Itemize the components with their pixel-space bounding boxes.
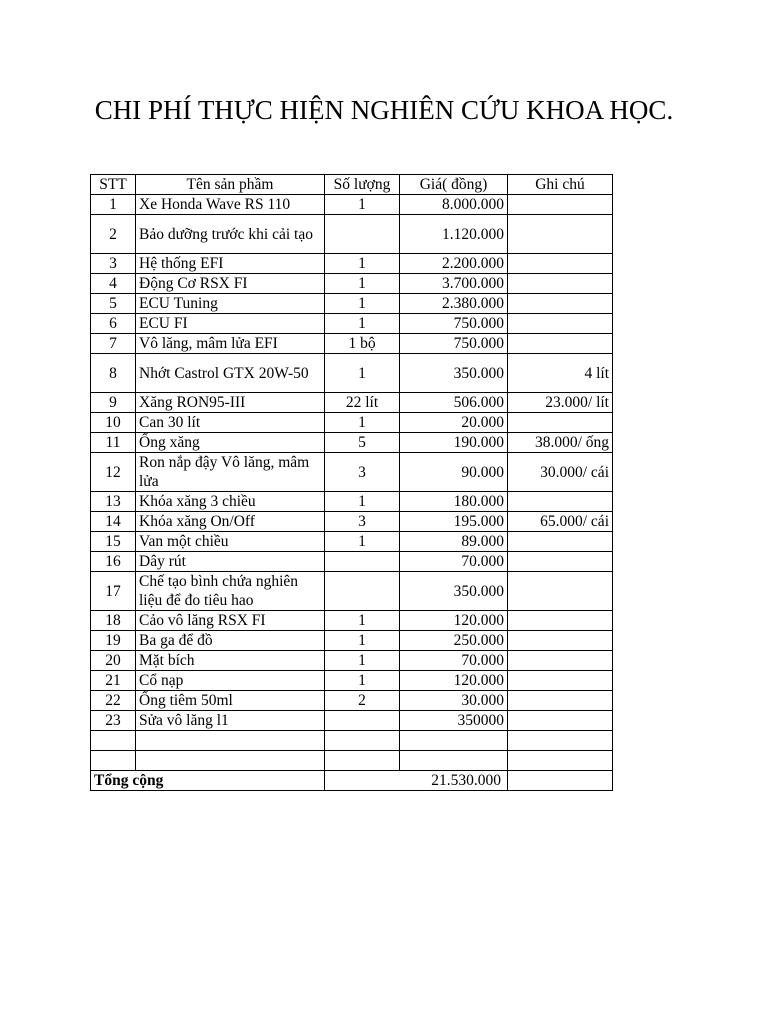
row-product-name: Bảo dưỡng trước khi cải tạo — [136, 215, 325, 254]
row-price: 195.000 — [400, 512, 508, 532]
row-note — [508, 691, 613, 711]
row-stt: 16 — [91, 552, 136, 572]
row-product-name: Ống tiêm 50ml — [136, 691, 325, 711]
empty-cell — [136, 751, 325, 771]
table-row — [91, 711, 613, 731]
row-stt: 3 — [91, 254, 136, 274]
row-quantity: 22 lít — [325, 393, 400, 413]
row-price: 750.000 — [400, 314, 508, 334]
row-note — [508, 274, 613, 294]
row-note — [508, 552, 613, 572]
row-product-name: Dây rút — [136, 552, 325, 572]
row-stt: 14 — [91, 512, 136, 532]
empty-cell — [136, 731, 325, 751]
row-note — [508, 572, 613, 611]
row-price: 506.000 — [400, 393, 508, 413]
table-row — [91, 393, 613, 413]
row-product-name: Ron nắp đậy Vô lăng, mâm lửa — [136, 453, 325, 492]
row-product-name: ECU Tuning — [136, 294, 325, 314]
table-row — [91, 572, 613, 611]
row-price: 89.000 — [400, 532, 508, 552]
header-stt: STT — [91, 175, 136, 195]
row-price: 350.000 — [400, 572, 508, 611]
row-note: 23.000/ lít — [508, 393, 613, 413]
row-note — [508, 492, 613, 512]
row-note — [508, 413, 613, 433]
empty-row — [91, 731, 613, 751]
table-row — [91, 512, 613, 532]
row-quantity: 1 — [325, 671, 400, 691]
row-product-name: Cổ nạp — [136, 671, 325, 691]
row-price: 190.000 — [400, 433, 508, 453]
row-stt: 13 — [91, 492, 136, 512]
page-title: CHI PHÍ THỰC HIỆN NGHIÊN CỨU KHOA HỌC. — [94, 95, 674, 125]
row-quantity: 1 — [325, 195, 400, 215]
row-stt: 2 — [91, 215, 136, 254]
row-quantity: 1 — [325, 254, 400, 274]
table-row — [91, 691, 613, 711]
row-price: 20.000 — [400, 413, 508, 433]
row-note — [508, 195, 613, 215]
empty-cell — [400, 731, 508, 751]
row-product-name: Cảo vô lăng RSX FI — [136, 611, 325, 631]
row-stt: 17 — [91, 572, 136, 611]
table-row — [91, 433, 613, 453]
row-quantity: 5 — [325, 433, 400, 453]
header-quantity: Số lượng — [325, 175, 400, 195]
empty-cell — [91, 731, 136, 751]
empty-cell — [508, 751, 613, 771]
row-product-name: Van một chiều — [136, 532, 325, 552]
row-product-name: Khóa xăng On/Off — [136, 512, 325, 532]
table-row — [91, 274, 613, 294]
row-price: 8.000.000 — [400, 195, 508, 215]
header-product: Tên sản phầm — [136, 175, 325, 195]
row-quantity — [325, 711, 400, 731]
row-note — [508, 631, 613, 651]
row-stt: 9 — [91, 393, 136, 413]
row-product-name: Vô lăng, mâm lửa EFI — [136, 334, 325, 354]
total-note — [508, 771, 613, 791]
row-note — [508, 294, 613, 314]
row-note — [508, 611, 613, 631]
row-price: 70.000 — [400, 552, 508, 572]
row-quantity: 1 — [325, 314, 400, 334]
table-row — [91, 314, 613, 334]
table-row — [91, 334, 613, 354]
total-value: 21.530.000 — [325, 771, 508, 791]
row-product-name: Can 30 lít — [136, 413, 325, 433]
row-quantity — [325, 552, 400, 572]
row-product-name: Ống xăng — [136, 433, 325, 453]
row-product-name: Động Cơ RSX FI — [136, 274, 325, 294]
row-quantity: 3 — [325, 512, 400, 532]
table-row — [91, 294, 613, 314]
row-product-name: ECU FI — [136, 314, 325, 334]
empty-cell — [325, 731, 400, 751]
row-quantity: 3 — [325, 453, 400, 492]
header-row — [91, 175, 613, 195]
row-product-name: Sửa vô lăng l1 — [136, 711, 325, 731]
row-quantity: 2 — [325, 691, 400, 711]
row-note — [508, 711, 613, 731]
table-row — [91, 453, 613, 492]
row-quantity: 1 — [325, 492, 400, 512]
total-label: Tổng cộng — [91, 771, 325, 791]
row-stt: 11 — [91, 433, 136, 453]
row-note: 4 lít — [508, 354, 613, 393]
row-price: 120.000 — [400, 611, 508, 631]
table-row — [91, 532, 613, 552]
row-price: 2.200.000 — [400, 254, 508, 274]
row-quantity — [325, 215, 400, 254]
row-price: 350000 — [400, 711, 508, 731]
empty-cell — [91, 751, 136, 771]
row-quantity: 1 — [325, 274, 400, 294]
row-note — [508, 314, 613, 334]
row-stt: 20 — [91, 651, 136, 671]
row-quantity: 1 — [325, 354, 400, 393]
header-price: Giá( đồng) — [400, 175, 508, 195]
row-price: 120.000 — [400, 671, 508, 691]
row-product-name: Hệ thống EFI — [136, 254, 325, 274]
empty-row — [91, 751, 613, 771]
row-stt: 19 — [91, 631, 136, 651]
row-quantity: 1 — [325, 294, 400, 314]
row-quantity: 1 — [325, 651, 400, 671]
row-note — [508, 215, 613, 254]
table-row — [91, 413, 613, 433]
row-price: 3.700.000 — [400, 274, 508, 294]
row-quantity: 1 — [325, 631, 400, 651]
table-row — [91, 552, 613, 572]
row-stt: 7 — [91, 334, 136, 354]
table-row — [91, 215, 613, 254]
row-price: 350.000 — [400, 354, 508, 393]
row-stt: 18 — [91, 611, 136, 631]
row-product-name: Mặt bích — [136, 651, 325, 671]
row-product-name: Ba ga để đồ — [136, 631, 325, 651]
table-row — [91, 195, 613, 215]
row-stt: 8 — [91, 354, 136, 393]
row-stt: 10 — [91, 413, 136, 433]
empty-cell — [400, 751, 508, 771]
row-quantity: 1 — [325, 532, 400, 552]
table-row — [91, 611, 613, 631]
row-quantity: 1 — [325, 413, 400, 433]
row-stt: 12 — [91, 453, 136, 492]
row-price: 70.000 — [400, 651, 508, 671]
row-stt: 15 — [91, 532, 136, 552]
row-quantity: 1 — [325, 611, 400, 631]
row-stt: 22 — [91, 691, 136, 711]
row-note — [508, 334, 613, 354]
row-quantity: 1 bộ — [325, 334, 400, 354]
row-stt: 6 — [91, 314, 136, 334]
row-note: 38.000/ ống — [508, 433, 613, 453]
table-row — [91, 631, 613, 651]
row-price: 1.120.000 — [400, 215, 508, 254]
total-row — [91, 771, 613, 791]
row-product-name: Khóa xăng 3 chiều — [136, 492, 325, 512]
row-price: 30.000 — [400, 691, 508, 711]
table-row — [91, 354, 613, 393]
table-row — [91, 671, 613, 691]
row-price: 750.000 — [400, 334, 508, 354]
row-stt: 1 — [91, 195, 136, 215]
row-product-name: Chế tạo bình chứa nghiên liệu để đo tiêu hao — [136, 572, 325, 611]
row-note — [508, 254, 613, 274]
row-price: 180.000 — [400, 492, 508, 512]
row-product-name: Xăng RON95-III — [136, 393, 325, 413]
row-note — [508, 671, 613, 691]
cost-table — [90, 174, 613, 791]
row-note — [508, 532, 613, 552]
row-stt: 4 — [91, 274, 136, 294]
table-row — [91, 651, 613, 671]
table-row — [91, 254, 613, 274]
row-stt: 23 — [91, 711, 136, 731]
row-note: 65.000/ cái — [508, 512, 613, 532]
row-note — [508, 651, 613, 671]
row-stt: 21 — [91, 671, 136, 691]
row-stt: 5 — [91, 294, 136, 314]
row-note: 30.000/ cái — [508, 453, 613, 492]
empty-cell — [508, 731, 613, 751]
row-product-name: Xe Honda Wave RS 110 — [136, 195, 325, 215]
header-note: Ghi chú — [508, 175, 613, 195]
empty-cell — [325, 751, 400, 771]
table-row — [91, 492, 613, 512]
row-quantity — [325, 572, 400, 611]
row-price: 250.000 — [400, 631, 508, 651]
row-price: 90.000 — [400, 453, 508, 492]
row-product-name: Nhớt Castrol GTX 20W-50 — [136, 354, 325, 393]
row-price: 2.380.000 — [400, 294, 508, 314]
